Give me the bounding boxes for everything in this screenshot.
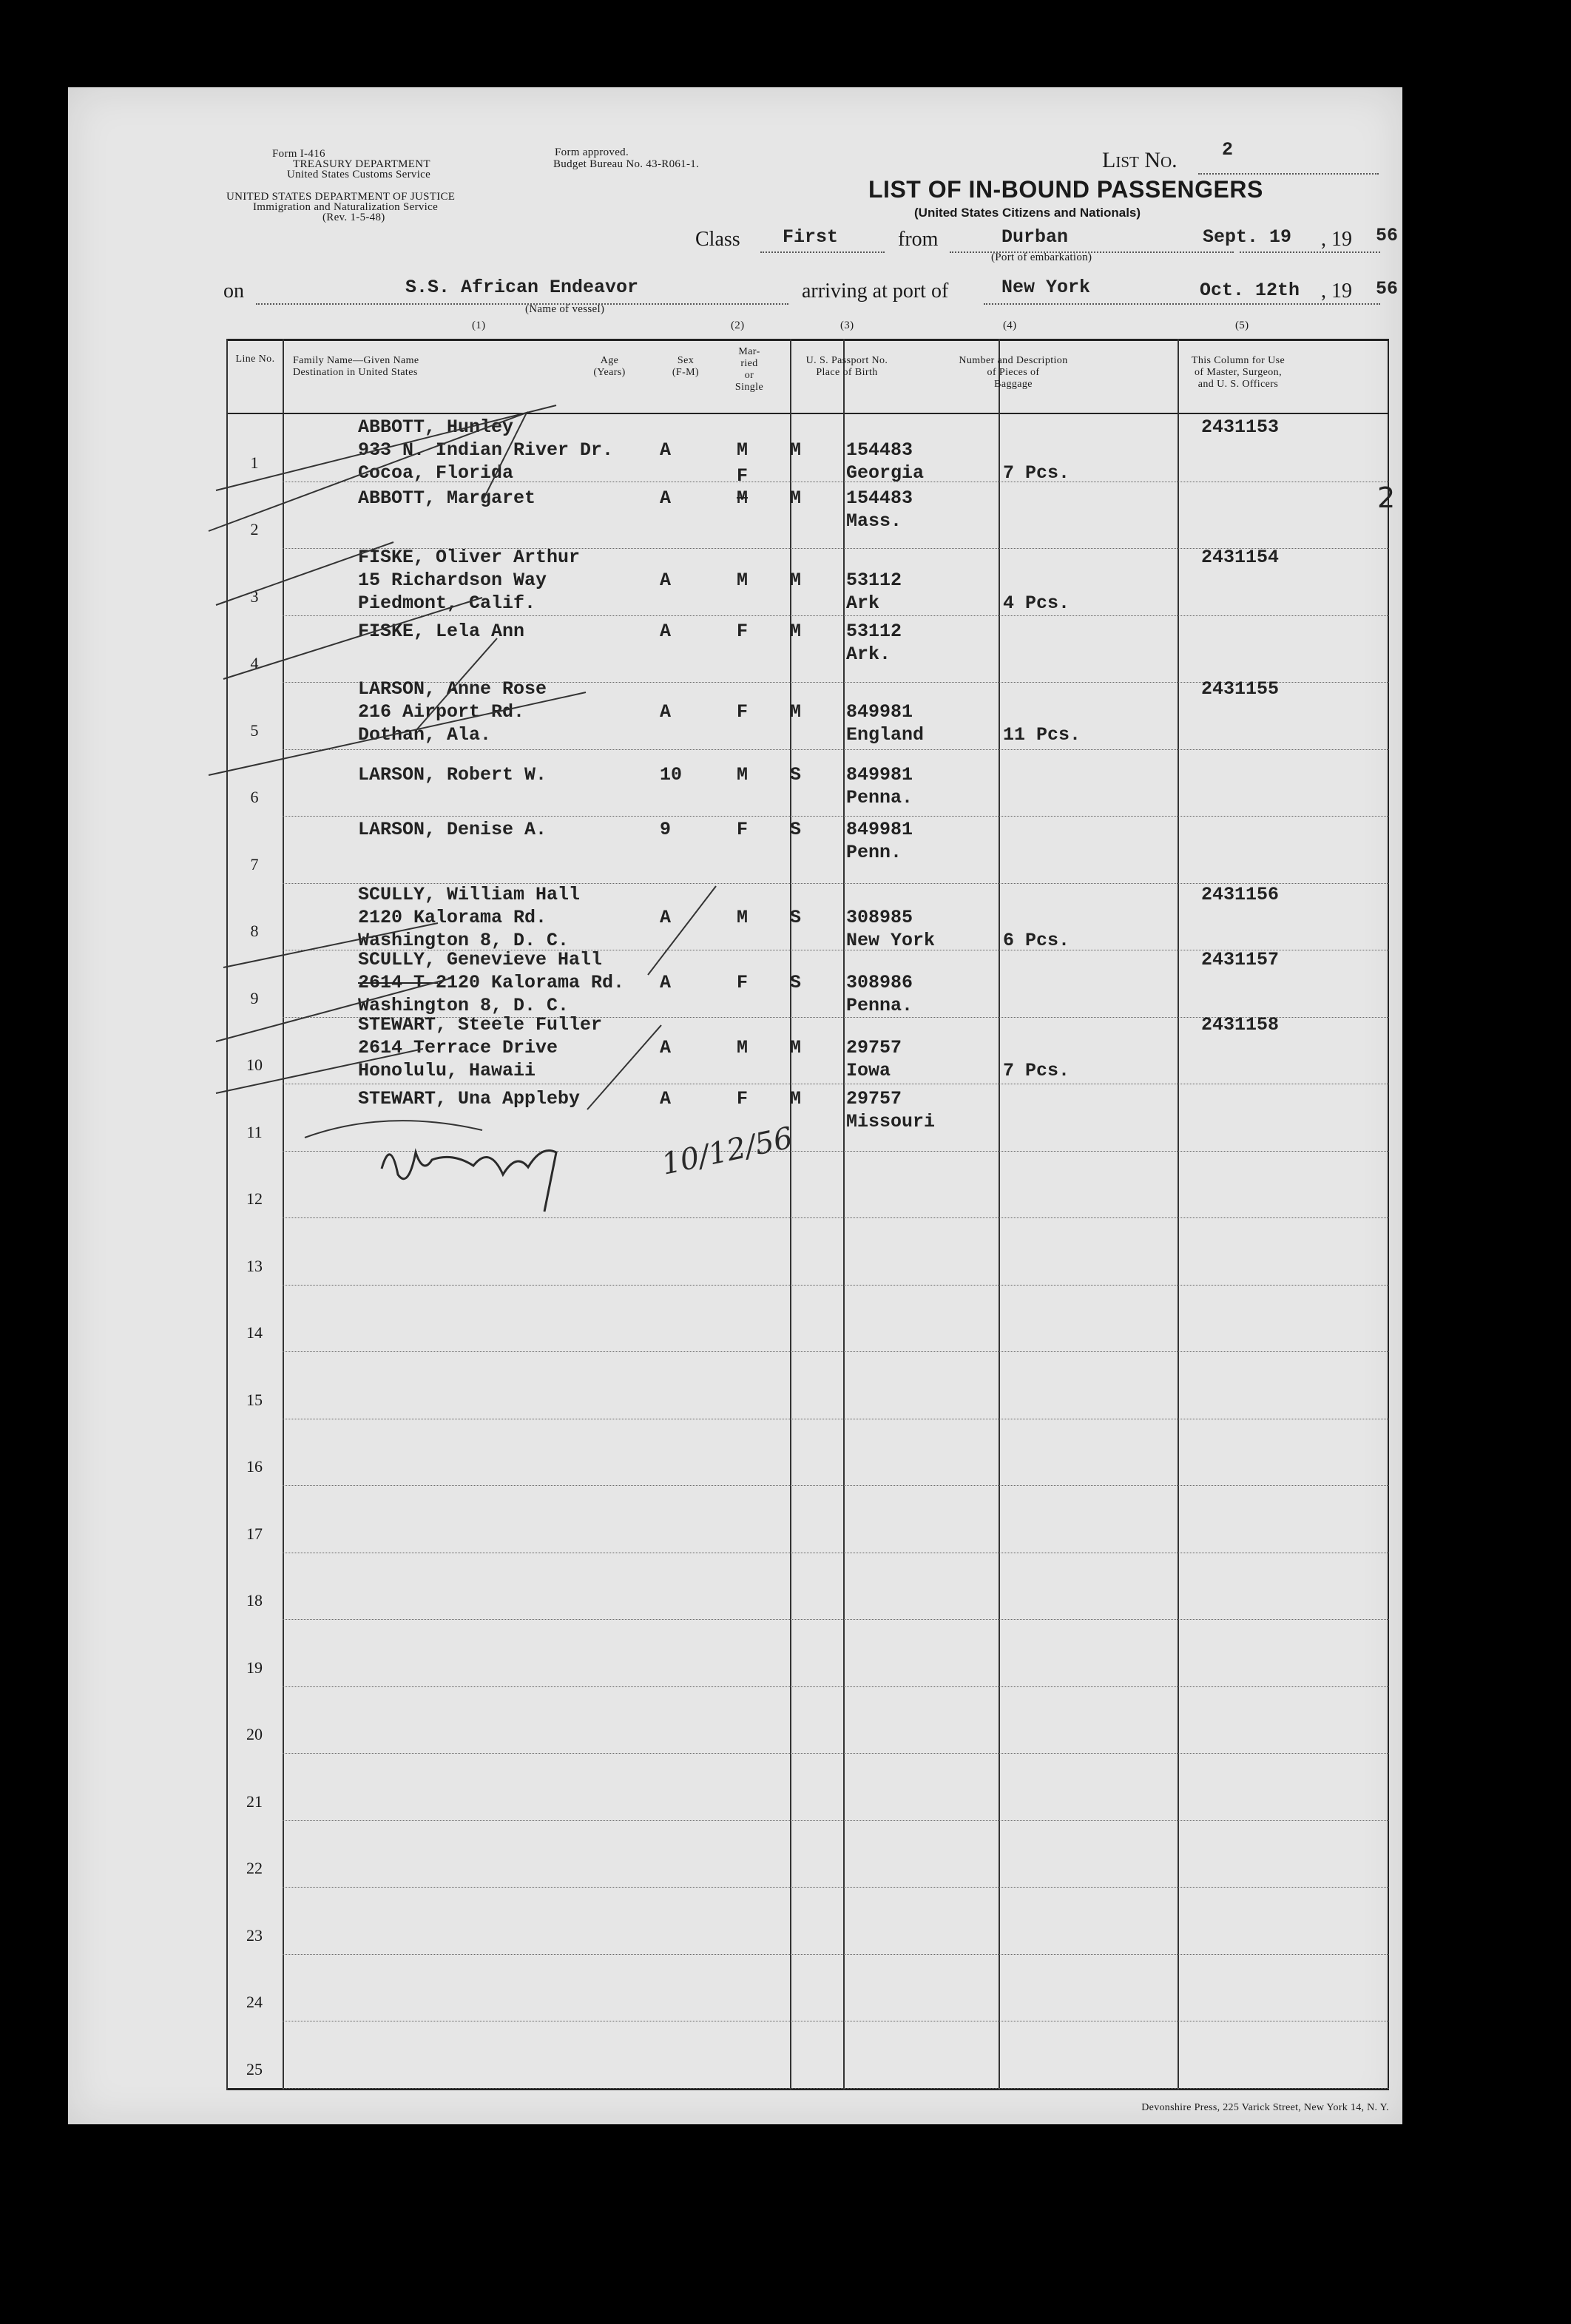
header-officers: This Column for Use of Master, Surgeon, and U. S. Officers [1191, 355, 1285, 390]
list-no-value: 2 [1222, 139, 1234, 161]
form-approved: Form approved. [555, 146, 629, 158]
line-number-17: 17 [246, 1524, 263, 1543]
baggage-count: 6 Pcs. [1003, 930, 1070, 951]
form-id: Form I-416 [272, 148, 325, 160]
officer-entry: 2431157 [1201, 949, 1280, 970]
passenger-marital-status: M [790, 701, 802, 723]
passenger-address: 15 Richardson Way [358, 570, 547, 591]
passenger-marital-status: M [790, 1088, 802, 1109]
passenger-age: A [660, 972, 672, 993]
passenger-age: A [660, 1088, 672, 1109]
col-num-4: (4) [1003, 320, 1017, 331]
arriving-label: arriving at port of [802, 280, 949, 303]
line-number-3: 3 [250, 587, 259, 606]
vessel-note: (Name of vessel) [525, 303, 605, 315]
signature-date: 10/12/56 [658, 1121, 796, 1182]
header-baggage: Number and Description of Pieces of Baggage [959, 355, 1068, 390]
passenger-sex: F [737, 621, 749, 642]
passenger-address: Piedmont, Calif. [358, 592, 536, 614]
passport-number: 849981 [846, 819, 913, 840]
passenger-sex: F [737, 1088, 749, 1109]
passenger-name: FISKE, Lela Ann [358, 621, 525, 642]
arrival-year: 56 [1376, 278, 1399, 300]
passport-number: 849981 [846, 701, 913, 723]
row-separator [283, 1619, 1389, 1620]
passenger-name: LARSON, Robert W. [358, 764, 547, 786]
birthplace: Ark. [846, 644, 891, 665]
passenger-address: 2120 Kalorama Rd. [358, 907, 547, 928]
header-name: Family Name—Given Name Destination in United States [293, 355, 419, 378]
passenger-marital-status: M [790, 1037, 802, 1058]
passenger-address: 2614 T 2120 Kalorama Rd. [358, 972, 625, 993]
passenger-name: SCULLY, Genevieve Hall [358, 949, 603, 970]
passenger-age: 10 [660, 764, 683, 786]
passenger-address: Dothan, Ala. [358, 724, 492, 746]
passenger-address: Washington 8, D. C. [358, 995, 570, 1016]
line-number-13: 13 [246, 1256, 263, 1275]
row-separator [283, 1351, 1389, 1352]
row-separator [283, 816, 1389, 817]
passenger-sex: F [737, 972, 749, 993]
passenger-marital-status: S [790, 764, 802, 786]
officer-entry: 2431154 [1201, 547, 1280, 568]
passenger-age: A [660, 701, 672, 723]
passenger-age: A [660, 487, 672, 509]
passenger-name: ABBOTT, Margaret [358, 487, 536, 509]
passenger-address: Cocoa, Florida [358, 462, 514, 484]
manifest-title: LIST OF IN-BOUND PASSENGERS [868, 176, 1263, 203]
passport-number: 53112 [846, 570, 902, 591]
line-number-11: 11 [246, 1122, 263, 1141]
line-number-2: 2 [250, 520, 259, 538]
line-number-8: 8 [250, 922, 259, 940]
passenger-name: SCULLY, William Hall [358, 884, 581, 905]
officer-entry: 2431156 [1201, 884, 1280, 905]
row-separator [283, 1485, 1389, 1486]
row-separator [283, 1954, 1389, 1955]
passport-number: 29757 [846, 1037, 902, 1058]
header-passport: U. S. Passport No. Place of Birth [805, 355, 888, 378]
row-separator [283, 1151, 1389, 1152]
row-separator [283, 1217, 1389, 1218]
col-num-1: (1) [472, 320, 486, 331]
passenger-marital-status: S [790, 907, 802, 928]
col-num-5: (5) [1235, 320, 1249, 331]
arrival-port: New York [1001, 277, 1091, 298]
passenger-sex-correction: F [737, 465, 749, 487]
line-number-25: 25 [246, 2059, 263, 2078]
birthplace: Missouri [846, 1111, 936, 1132]
passenger-marital-status: M [790, 570, 802, 591]
passenger-address: Honolulu, Hawaii [358, 1060, 536, 1081]
line-number-16: 16 [246, 1457, 263, 1476]
line-number-10: 10 [246, 1055, 263, 1074]
row-separator [283, 1753, 1389, 1754]
officer-entry: 2 [1377, 482, 1396, 514]
row-separator [283, 1820, 1389, 1821]
passenger-address: 216 Airport Rd. [358, 701, 525, 723]
line-number-9: 9 [250, 988, 259, 1007]
line-number-5: 5 [250, 720, 259, 740]
passenger-sex: M [737, 439, 749, 461]
line-number-12: 12 [246, 1189, 263, 1208]
on-label: on [223, 280, 244, 303]
birthplace: Penna. [846, 787, 913, 808]
passenger-marital-status: M [790, 487, 802, 509]
birthplace: Iowa [846, 1060, 891, 1081]
passenger-name: ABBOTT, Hunley [358, 416, 514, 438]
passenger-age: A [660, 621, 672, 642]
row-separator [283, 749, 1389, 750]
passport-number: 308985 [846, 907, 913, 928]
depart-year-prefix: , 19 [1321, 228, 1352, 251]
passenger-age: A [660, 439, 672, 461]
passenger-address: 933 N. Indian River Dr. [358, 439, 614, 461]
from-label: from [898, 228, 939, 251]
line-number-24: 24 [246, 1993, 263, 2011]
birthplace: Georgia [846, 462, 925, 484]
passenger-marital-status: M [790, 439, 802, 461]
line-number-22: 22 [246, 1859, 263, 1877]
line-number-4: 4 [250, 654, 259, 672]
line-number-23: 23 [246, 1925, 263, 1945]
col-num-3: (3) [840, 320, 854, 331]
baggage-count: 7 Pcs. [1003, 462, 1070, 484]
passenger-sex: M [737, 570, 749, 591]
embark-port: Durban [1001, 226, 1069, 248]
revision: (Rev. 1-5-48) [322, 212, 385, 223]
birthplace: Penna. [846, 995, 913, 1016]
line-number-20: 20 [246, 1725, 263, 1743]
passport-number: 154483 [846, 439, 913, 461]
treasury-dept: TREASURY DEPARTMENT [293, 158, 430, 170]
passenger-name: LARSON, Denise A. [358, 819, 547, 840]
passport-number: 308986 [846, 972, 913, 993]
depart-date: Sept. 19 [1203, 226, 1292, 248]
arrival-date: Oct. 12th [1200, 280, 1300, 301]
passenger-address: 2614 Terrace Drive [358, 1037, 558, 1058]
birthplace: England [846, 724, 925, 746]
row-separator [283, 2088, 1389, 2089]
budget-bureau: Budget Bureau No. 43-R061-1. [553, 158, 700, 170]
list-no-label: List No. [1102, 148, 1178, 172]
baggage-count: 4 Pcs. [1003, 592, 1070, 614]
passenger-name: LARSON, Anne Rose [358, 678, 547, 700]
line-number-14: 14 [246, 1323, 263, 1342]
arrival-year-prefix: , 19 [1321, 280, 1352, 303]
line-number-7: 7 [250, 854, 259, 874]
header-married: Mar- ried or Single [734, 346, 764, 393]
baggage-count: 7 Pcs. [1003, 1060, 1070, 1081]
row-separator [283, 615, 1389, 616]
row-separator [283, 1686, 1389, 1687]
line-number-1: 1 [250, 453, 259, 472]
birthplace: Penn. [846, 842, 902, 863]
row-separator [283, 1285, 1389, 1286]
passenger-sex: M [737, 764, 749, 786]
passenger-age: A [660, 1037, 672, 1058]
passenger-age: 9 [660, 819, 672, 840]
passport-number: 154483 [846, 487, 913, 509]
passenger-address: Washington 8, D. C. [358, 930, 570, 951]
vessel-name: S.S. African Endeavor [405, 277, 639, 298]
baggage-count: 11 Pcs. [1003, 724, 1081, 746]
passport-number: 29757 [846, 1088, 902, 1109]
address-strikethrough [358, 982, 438, 984]
officer-entry: 2431155 [1201, 678, 1280, 700]
justice-dept: UNITED STATES DEPARTMENT OF JUSTICE [226, 191, 456, 203]
passenger-marital-status: M [790, 621, 802, 642]
passenger-sex: M [737, 1037, 749, 1058]
passenger-age: A [660, 907, 672, 928]
row-separator [283, 1887, 1389, 1888]
line-number-19: 19 [246, 1658, 263, 1677]
col-num-2: (2) [731, 320, 745, 331]
passenger-marital-status: S [790, 819, 802, 840]
passenger-sex: F [737, 701, 749, 723]
officer-entry: 2431153 [1201, 416, 1280, 438]
customs-service: United States Customs Service [287, 169, 431, 180]
port-embarkation-note: (Port of embarkation) [991, 251, 1092, 263]
passport-number: 849981 [846, 764, 913, 786]
header-sex: Sex (F-M) [672, 355, 700, 378]
class-value: First [783, 226, 839, 248]
line-number-21: 21 [246, 1791, 263, 1811]
passenger-name: STEWART, Una Appleby [358, 1088, 581, 1109]
passenger-manifest-page [68, 87, 1402, 2124]
passenger-name: FISKE, Oliver Arthur [358, 547, 581, 568]
passenger-sex: M [737, 907, 749, 928]
header-age: Age (Years) [593, 355, 626, 378]
birthplace: Mass. [846, 510, 902, 532]
birthplace: Ark [846, 592, 880, 614]
line-number-18: 18 [246, 1591, 263, 1609]
ins-service: Immigration and Naturalization Service [253, 201, 439, 213]
passenger-marital-status: S [790, 972, 802, 993]
depart-year: 56 [1376, 225, 1399, 246]
printer-footer: Devonshire Press, 225 Varick Street, New York 14, N. Y. [1141, 2102, 1389, 2113]
passenger-age: A [660, 570, 672, 591]
birthplace: New York [846, 930, 936, 951]
manifest-subtitle: (United States Citizens and Nationals) [914, 206, 1141, 220]
passenger-sex: M [737, 487, 749, 509]
passport-number: 53112 [846, 621, 902, 642]
officer-entry: 2431158 [1201, 1014, 1280, 1036]
class-label: Class [695, 228, 740, 251]
passenger-name: STEWART, Steele Fuller [358, 1014, 603, 1036]
line-number-15: 15 [246, 1390, 263, 1409]
header-line-no: Line No. [235, 354, 275, 365]
passenger-sex: F [737, 819, 749, 840]
line-number-6: 6 [250, 788, 259, 806]
